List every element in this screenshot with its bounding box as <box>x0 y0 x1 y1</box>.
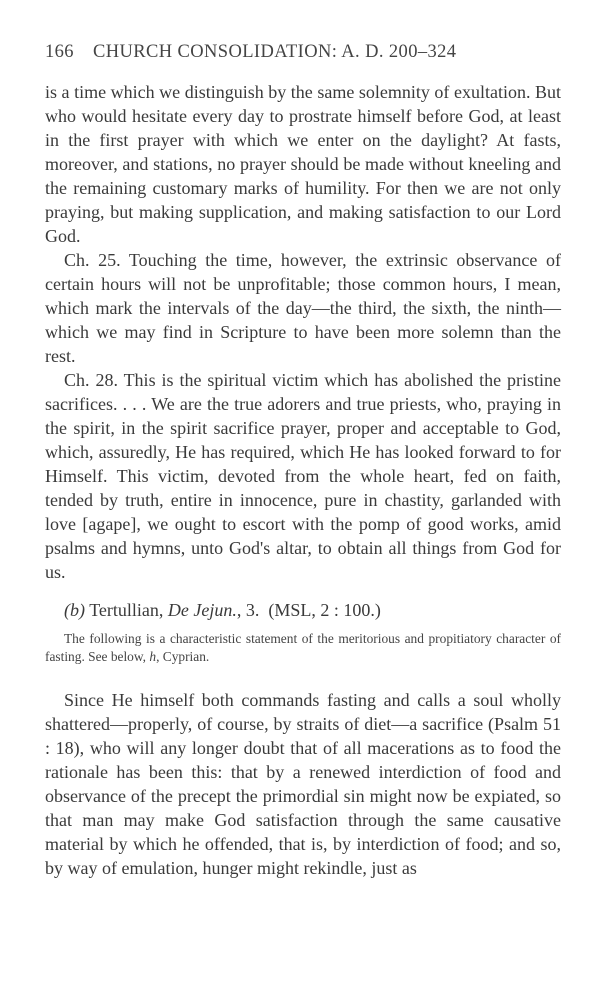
section-author: Tertullian, <box>89 600 164 620</box>
note-crossref: h <box>149 649 157 664</box>
note-text-end: , Cyprian. <box>156 649 210 664</box>
paragraph-ch28: Ch. 28. This is the spiritual victim which has abolished the pristine sacrifices. . . . We are the true adorers and true priests, who, praying in the spirit, in the spirit sacrifice prayer, proper and acceptable to God, which, assuredly, He has required, which He has looked forward to for Himself. This victim, devoted from the whole heart, fed on faith, tended by truth, entire in innocence, pure in chastity, garlanded with love [agape], we ought to escort with the pomp of good works, amid psalms and hymns, unto God's altar, to obtain all things from God for us. <box>45 370 561 582</box>
running-title: CHURCH CONSOLIDATION: A. D. 200–324 <box>92 42 457 62</box>
quote-paragraph: Since He himself both commands fasting and calls a soul wholly shattered—properly, of course, by straits of diet—a sacrifice (Psalm 51 : 18), who will any longer doubt that of all macerations as to food the rationale has been this: that by a renewed interdiction of food and observance of the precept the primordial sin might now be expiated, so that man may make God satisfaction through the same causative material by which he offended, that is, by interdiction of food; and so, by way of emulation, hunger might rekindle, just as <box>45 690 561 878</box>
section-heading-b <box>45 598 561 622</box>
section-work-title: De Jejun. <box>167 600 237 620</box>
paragraph-continuation: is a time which we distinguish by the same solemnity of exultation. But who would hesitate every day to prostrate himself before God, at least in the first prayer with which we enter on the daylight? At fasts, moreover, and stations, no prayer should be made without kneeling and the remaining customary marks of humility. For then we are not only praying, but making supplication, and making satisfaction to our Lord God. <box>45 82 561 246</box>
editorial-note <box>45 630 561 666</box>
quotation <box>45 688 561 880</box>
paragraph-ch25: Ch. 25. Touching the time, however, the extrinsic observance of certain hours will not be unprofitable; those common hours, I mean, which mark the intervals of the day—the third, the sixth, the ninth—which we may find in Scripture to have been more solemn than the rest. <box>45 250 561 366</box>
body-text <box>45 80 561 880</box>
section-label: (b) <box>64 600 85 620</box>
section-chapter: , 3. <box>236 600 260 620</box>
section-reference: (MSL, 2 : 100.) <box>268 600 381 620</box>
running-head <box>45 42 561 63</box>
note-text: The following is a characteristic statement of the meritorious and propitiatory character of fasting. See below, <box>45 631 561 664</box>
page-number: 166 <box>45 42 74 62</box>
